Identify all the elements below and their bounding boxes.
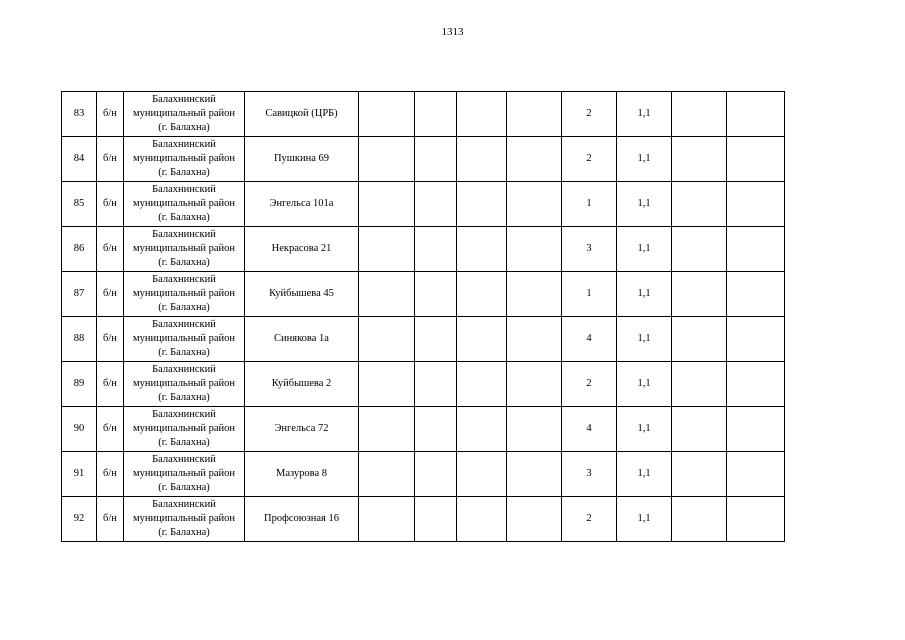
empty-cell (457, 272, 507, 317)
district-cell (124, 227, 245, 272)
value-a-cell: 2 (562, 92, 617, 137)
code-cell: б/н (97, 272, 124, 317)
district-line: муниципальный район (132, 153, 236, 164)
row-number-cell: 90 (62, 407, 97, 452)
row-number-cell: 91 (62, 452, 97, 497)
district-line: (г. Балахна) (158, 257, 210, 268)
district-cell (124, 182, 245, 227)
empty-cell (507, 272, 562, 317)
empty-cell (507, 317, 562, 362)
table-body (62, 92, 785, 542)
value-a-cell: 1 (562, 182, 617, 227)
empty-cell (415, 362, 457, 407)
table-row (62, 452, 785, 497)
empty-cell (672, 182, 727, 227)
value-a-cell: 2 (562, 137, 617, 182)
empty-cell (359, 452, 415, 497)
empty-cell (457, 497, 507, 542)
district-cell (124, 407, 245, 452)
district-cell (124, 137, 245, 182)
address-cell: Савицкой (ЦРБ) (245, 92, 359, 137)
district-line: (г. Балахна) (158, 167, 210, 178)
district-line: (г. Балахна) (158, 212, 210, 223)
value-b-cell: 1,1 (617, 92, 672, 137)
empty-cell (672, 92, 727, 137)
empty-cell (672, 272, 727, 317)
value-a-cell: 3 (562, 227, 617, 272)
empty-cell (415, 452, 457, 497)
empty-cell (359, 407, 415, 452)
address-cell: Пушкина 69 (245, 137, 359, 182)
district-line: муниципальный район (132, 468, 236, 479)
code-cell: б/н (97, 452, 124, 497)
address-cell: Куйбышева 2 (245, 362, 359, 407)
empty-cell (457, 317, 507, 362)
value-b-cell: 1,1 (617, 272, 672, 317)
empty-cell (507, 92, 562, 137)
empty-cell (727, 272, 785, 317)
empty-cell (457, 362, 507, 407)
empty-cell (415, 137, 457, 182)
empty-cell (672, 362, 727, 407)
district-line: муниципальный район (132, 378, 236, 389)
value-a-cell: 3 (562, 452, 617, 497)
row-number-cell: 89 (62, 362, 97, 407)
empty-cell (727, 362, 785, 407)
district-line: (г. Балахна) (158, 392, 210, 403)
empty-cell (415, 92, 457, 137)
district-line: муниципальный район (132, 288, 236, 299)
empty-cell (359, 182, 415, 227)
row-number-cell: 88 (62, 317, 97, 362)
district-line: Балахнинский (152, 454, 216, 465)
empty-cell (359, 497, 415, 542)
district-line: (г. Балахна) (158, 482, 210, 493)
district-line: (г. Балахна) (158, 122, 210, 133)
empty-cell (727, 182, 785, 227)
district-line: (г. Балахна) (158, 302, 210, 313)
empty-cell (672, 452, 727, 497)
value-b-cell: 1,1 (617, 137, 672, 182)
code-cell: б/н (97, 92, 124, 137)
address-cell: Профсоюзная 16 (245, 497, 359, 542)
value-a-cell: 2 (562, 362, 617, 407)
empty-cell (727, 452, 785, 497)
empty-cell (415, 407, 457, 452)
empty-cell (457, 137, 507, 182)
empty-cell (507, 407, 562, 452)
row-number-cell: 87 (62, 272, 97, 317)
row-number-cell: 84 (62, 137, 97, 182)
row-number-cell: 83 (62, 92, 97, 137)
district-cell (124, 497, 245, 542)
row-number-cell: 86 (62, 227, 97, 272)
empty-cell (359, 362, 415, 407)
empty-cell (727, 227, 785, 272)
table-row (62, 227, 785, 272)
table-row (62, 137, 785, 182)
district-line: (г. Балахна) (158, 437, 210, 448)
district-line: Балахнинский (152, 274, 216, 285)
empty-cell (672, 497, 727, 542)
empty-cell (359, 272, 415, 317)
district-line: муниципальный район (132, 333, 236, 344)
address-cell: Синякова 1а (245, 317, 359, 362)
empty-cell (727, 92, 785, 137)
empty-cell (507, 137, 562, 182)
empty-cell (457, 227, 507, 272)
address-cell: Энгельса 72 (245, 407, 359, 452)
district-line: муниципальный район (132, 243, 236, 254)
address-cell: Энгельса 101а (245, 182, 359, 227)
district-line: Балахнинский (152, 319, 216, 330)
district-line: Балахнинский (152, 364, 216, 375)
district-line: Балахнинский (152, 409, 216, 420)
district-line: (г. Балахна) (158, 527, 210, 538)
code-cell: б/н (97, 362, 124, 407)
district-cell (124, 272, 245, 317)
data-table (61, 91, 785, 542)
empty-cell (507, 227, 562, 272)
empty-cell (672, 227, 727, 272)
empty-cell (415, 182, 457, 227)
empty-cell (457, 92, 507, 137)
page-number: 1313 (441, 26, 464, 38)
row-number-cell: 85 (62, 182, 97, 227)
empty-cell (359, 317, 415, 362)
district-line: муниципальный район (132, 423, 236, 434)
code-cell: б/н (97, 497, 124, 542)
empty-cell (415, 227, 457, 272)
code-cell: б/н (97, 227, 124, 272)
empty-cell (359, 92, 415, 137)
value-b-cell: 1,1 (617, 182, 672, 227)
district-line: муниципальный район (132, 198, 236, 209)
empty-cell (507, 362, 562, 407)
empty-cell (457, 452, 507, 497)
table-row (62, 182, 785, 227)
table-row (62, 92, 785, 137)
value-a-cell: 4 (562, 317, 617, 362)
empty-cell (507, 452, 562, 497)
district-line: муниципальный район (132, 513, 236, 524)
empty-cell (672, 407, 727, 452)
empty-cell (672, 317, 727, 362)
empty-cell (672, 137, 727, 182)
district-line: Балахнинский (152, 499, 216, 510)
district-cell (124, 317, 245, 362)
district-cell (124, 452, 245, 497)
value-b-cell: 1,1 (617, 497, 672, 542)
table-row (62, 407, 785, 452)
table-row (62, 317, 785, 362)
district-line: Балахнинский (152, 184, 216, 195)
empty-cell (507, 182, 562, 227)
district-cell (124, 362, 245, 407)
empty-cell (727, 317, 785, 362)
district-line: Балахнинский (152, 229, 216, 240)
empty-cell (415, 497, 457, 542)
table-row (62, 497, 785, 542)
district-line: муниципальный район (132, 108, 236, 119)
empty-cell (415, 317, 457, 362)
district-line: (г. Балахна) (158, 347, 210, 358)
value-a-cell: 1 (562, 272, 617, 317)
empty-cell (507, 497, 562, 542)
empty-cell (457, 182, 507, 227)
district-line: Балахнинский (152, 94, 216, 105)
value-b-cell: 1,1 (617, 317, 672, 362)
value-b-cell: 1,1 (617, 362, 672, 407)
value-b-cell: 1,1 (617, 227, 672, 272)
district-line: Балахнинский (152, 139, 216, 150)
value-a-cell: 4 (562, 407, 617, 452)
empty-cell (727, 407, 785, 452)
code-cell: б/н (97, 182, 124, 227)
address-cell: Некрасова 21 (245, 227, 359, 272)
address-cell: Куйбышева 45 (245, 272, 359, 317)
value-a-cell: 2 (562, 497, 617, 542)
empty-cell (727, 137, 785, 182)
empty-cell (415, 272, 457, 317)
code-cell: б/н (97, 407, 124, 452)
code-cell: б/н (97, 317, 124, 362)
empty-cell (727, 497, 785, 542)
table-row (62, 362, 785, 407)
address-cell: Мазурова 8 (245, 452, 359, 497)
empty-cell (457, 407, 507, 452)
table-row (62, 272, 785, 317)
row-number-cell: 92 (62, 497, 97, 542)
empty-cell (359, 227, 415, 272)
district-cell (124, 92, 245, 137)
value-b-cell: 1,1 (617, 407, 672, 452)
code-cell: б/н (97, 137, 124, 182)
value-b-cell: 1,1 (617, 452, 672, 497)
empty-cell (359, 137, 415, 182)
